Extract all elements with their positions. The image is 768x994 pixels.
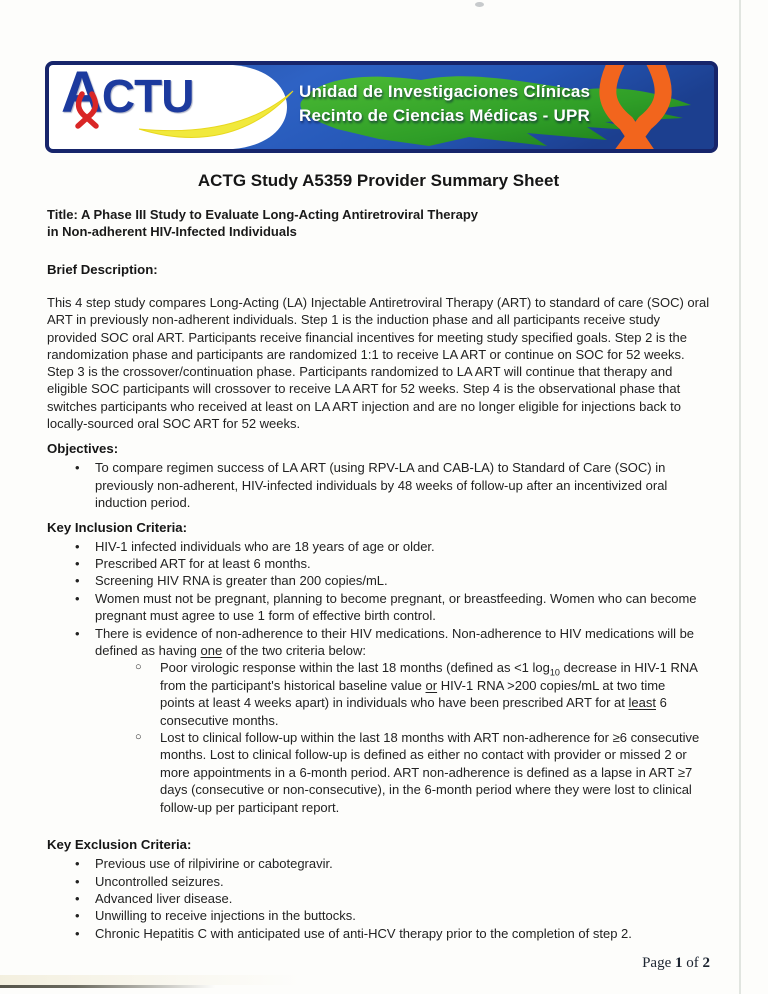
- inclusion-item-text: [95, 625, 710, 660]
- list-item: [47, 538, 710, 555]
- organization-line-1: Unidad de Investigaciones Clínicas: [299, 82, 591, 101]
- inclusion-criteria-list: [47, 538, 710, 817]
- objectives-heading: Objectives:: [47, 441, 119, 457]
- study-title-line-1: Title: A Phase III Study to Evaluate Long-Acting Antiretroviral Therapy: [47, 207, 478, 222]
- text-segment: of the two criteria below:: [222, 643, 367, 659]
- organization-line-2: Recinto de Ciencias Médicas - UPR: [299, 106, 590, 125]
- document-title: ACTG Study A5359 Provider Summary Sheet: [197, 171, 560, 190]
- list-item: [47, 459, 710, 511]
- study-title-line-2: in Non-adherent HIV-Infected Individuals: [47, 223, 297, 239]
- underlined-word: one: [200, 643, 223, 659]
- bullet-marker: •: [75, 908, 80, 924]
- sub-bullet-marker: ○: [135, 661, 142, 674]
- text-segment: decrease in HIV-1 RNA from the participant's historical baseline value: [160, 660, 698, 693]
- bullet-marker: •: [75, 925, 80, 941]
- objectives-list: [47, 459, 710, 511]
- page-number-segment: Page: [642, 955, 675, 972]
- list-item: [47, 625, 710, 660]
- subscript-10: 10: [549, 668, 560, 679]
- list-item: [47, 890, 710, 907]
- brief-description-paragraph: This 4 step study compares Long-Acting (LA) Injectable Antiretroviral Therapy (ART) to standard of care (SOC) oral ART in previously non-adherent individuals. Step 1 is the induction phase and all participants receive study provided SOC oral ART. Participants receive financial incentives for meeting study specified goals. Step 2 is the randomization phase and participants are randomized 1:1 to receive LA ART or continue on SOC for 52 weeks. Step 3 is the crossover/continuation phase. Participants randomized to LA ART will continue that therapy and eligible SOC participants will crossover to receive LA ART for 52 weeks. Step 4 is the observational phase that switches participants who received at least on LA ART injection and are no longer eligible for injections back to locally-sourced oral SOC ART for 52 weeks.: [47, 295, 710, 432]
- page-edge-line: [739, 0, 741, 994]
- underlined-word: least: [628, 695, 656, 711]
- bullet-marker: •: [75, 625, 80, 641]
- inclusion-item-text: Prescribed ART for at least 6 months.: [95, 556, 311, 571]
- exclusion-item-text: Unwilling to receive injections in the buttocks.: [95, 908, 356, 924]
- exclusion-criteria-list: [47, 855, 710, 942]
- list-item: [47, 873, 710, 890]
- page-number-total: 2: [702, 955, 710, 972]
- exclusion-item-text: Previous use of rilpivirine or cabotegravir.: [95, 856, 333, 872]
- bullet-marker: •: [75, 873, 80, 889]
- list-item: [47, 907, 710, 924]
- red-aids-ribbon-icon: [73, 91, 101, 129]
- bullet-marker: •: [75, 460, 80, 476]
- inclusion-item-text: Screening HIV RNA is greater than 200 copies/mL.: [95, 573, 388, 589]
- bullet-marker: •: [75, 538, 80, 554]
- document-content: [47, 163, 710, 972]
- bullet-marker: •: [75, 856, 80, 872]
- sub-bullet-marker: ○: [135, 731, 142, 744]
- sub-list-item: [47, 729, 710, 816]
- underlined-word: or: [425, 677, 438, 693]
- sub-list-item: [47, 659, 710, 729]
- objective-item-text: To compare regimen success of LA ART (using RPV-LA and CAB-LA) to Standard of Care (SOC) in previously non-adherent, HIV-infected individuals by 48 weeks of follow-up after an incentivized oral induction period.: [95, 460, 668, 511]
- brief-description-heading: Brief Description:: [47, 262, 158, 277]
- exclusion-item-text: Chronic Hepatitis C with anticipated use of anti-HCV therapy prior to the completion of step 2.: [95, 925, 632, 941]
- scan-smudge: [475, 2, 484, 7]
- bullet-marker: •: [75, 890, 80, 906]
- key-inclusion-criteria-heading: Key Inclusion Criteria:: [47, 519, 187, 535]
- list-item: [47, 555, 710, 572]
- key-exclusion-criteria-heading: Key Exclusion Criteria:: [47, 837, 192, 853]
- list-item: [47, 925, 710, 942]
- inclusion-item-text: HIV-1 infected individuals who are 18 years of age or older.: [95, 538, 435, 554]
- page-number-segment: of: [682, 955, 703, 972]
- list-item: [47, 590, 710, 625]
- organization-name: [299, 80, 590, 128]
- text-segment: HIV-1 RNA >200 copies/mL at two time points at least 4 weeks apart) in individuals who have been prescribed ART for at: [160, 677, 666, 711]
- text-segment: Poor virologic response within the last 18 months (defined as <1 log: [160, 660, 550, 676]
- scan-artifact-glow: [0, 975, 300, 985]
- text-segment: There is evidence of non-adherence to their HIV medications. Non-adherence to HIV medications will be defined as having: [95, 625, 695, 659]
- non-adherence-criterion-text: Lost to clinical follow-up within the last 18 months with ART non-adherence for ≥6 consecutive months. Lost to clinical follow-up is defined as either no contact with provider or missed 2 or more appointments in a 6-month period. ART non-adherence is defined as a lapse in ART ≥7 days (consecutive or non-consecutive), in the 6-month period where they were lost to clinical follow-up per participant report.: [160, 730, 700, 815]
- actu-logo-letters-ctu: CTU: [101, 70, 194, 122]
- bullet-marker: •: [75, 590, 80, 606]
- list-item: [47, 855, 710, 872]
- exclusion-item-text: Advanced liver disease.: [95, 890, 233, 906]
- bullet-marker: •: [75, 556, 80, 571]
- page-number: [47, 955, 710, 972]
- text-segment: 6 consecutive months.: [160, 695, 667, 728]
- inclusion-item-text: Women must not be pregnant, planning to become pregnant, or breastfeeding. Women who can become pregnant must agree to use 1 form of effective birth control.: [95, 590, 697, 624]
- non-adherence-criterion-text: [160, 659, 710, 729]
- list-item: [47, 572, 710, 589]
- actu-logo-letter-a: A: [61, 61, 102, 125]
- letterhead-banner: [45, 61, 718, 153]
- scan-artifact-line: [0, 985, 215, 988]
- bullet-marker: •: [75, 573, 80, 589]
- exclusion-item-text: Uncontrolled seizures.: [95, 873, 224, 889]
- study-title: [47, 207, 710, 240]
- page-number-current: 1: [675, 955, 683, 972]
